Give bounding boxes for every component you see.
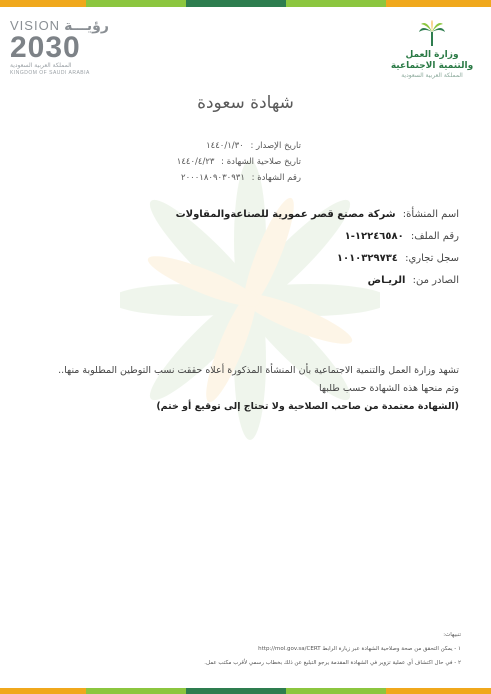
issued-from-value: الريـاض xyxy=(367,275,406,286)
vision-sub-arabic: المملكة العربية السعودية xyxy=(10,62,72,69)
issue-date-value: ١٤٤٠/١/٣٠ xyxy=(206,141,244,151)
top-color-bar xyxy=(0,0,491,7)
entity-row xyxy=(39,204,459,226)
ministry-name-line2: والتنمية الاجتماعية xyxy=(390,61,474,71)
issued-from-row xyxy=(39,270,459,292)
statement-line-1: تشهد وزارة العمل والتنمية الاجتماعية بأن المنشأة المذكورة أعلاه حققت نسب التوطين المطلوبة منها.. xyxy=(58,365,459,376)
note-1: ١ - يمكن التحقق من صحة وصلاحية الشهادة عبر زيارة الرابط http://mol.gov.sa/CERT xyxy=(258,646,461,652)
cr-row xyxy=(39,248,459,270)
vision-word: VISION xyxy=(10,18,61,33)
note-2: ٢ - في حال اكتشاف أي عملية تزوير في الشهادة المقدمة يرجو التبليغ عن ذلك بخطاب رسمي لأقرب مكتب عمل. xyxy=(204,660,461,666)
vision-sub-english: KINGDOM OF SAUDI ARABIA xyxy=(10,70,90,76)
statement-line-3: (الشهادة معتمدة من صاحب الصلاحية ولا تحتاج إلى توقيع أو ختم) xyxy=(156,401,459,412)
bottom-color-bar xyxy=(0,688,491,694)
issued-from-label: الصادر من: xyxy=(412,275,459,286)
ministry-logo xyxy=(387,20,477,80)
statement-line-2: وتم منحها هذه الشهادة حسب طلبها xyxy=(319,383,459,394)
certificate-statement xyxy=(29,362,459,416)
vision-year: 2030 xyxy=(10,31,81,64)
cr-label: سجل تجاري: xyxy=(405,253,459,264)
certificate-title: شهادة سعودة xyxy=(197,93,294,113)
notes-section xyxy=(21,628,461,670)
cr-value: ١٠١٠٣٢٩٧٣٤ xyxy=(336,253,398,264)
ministry-country: المملكة العربية السعودية xyxy=(401,72,463,79)
validity-row xyxy=(177,154,301,170)
file-value: ١٢٢٤٦٥٨٠-١ xyxy=(344,231,404,242)
issue-date-label: تاريخ الإصدار : xyxy=(250,141,301,151)
cert-number-row xyxy=(177,170,301,186)
entity-value: شركة مصنع قصر عمورية للصناعةوالمقاولات xyxy=(175,209,396,220)
vision-2030-logo xyxy=(10,18,109,82)
issue-date-row xyxy=(177,138,301,154)
cert-number-label: رقم الشهادة : xyxy=(251,173,301,183)
ministry-name-line1: وزارة العمل xyxy=(405,50,459,60)
file-label: رقم الملف: xyxy=(410,231,459,242)
file-row xyxy=(39,226,459,248)
cert-number-value: ٢٠٠٠١٨٠٩٠٣٠٩٣١ xyxy=(181,173,245,183)
entity-label: اسم المنشأة: xyxy=(402,209,459,220)
entity-details xyxy=(39,204,459,292)
certificate-meta xyxy=(177,138,301,186)
validity-value: ١٤٤٠/٤/٢٣ xyxy=(176,157,215,167)
notes-heading: تنبيهات: xyxy=(443,632,461,638)
palm-emblem-icon xyxy=(417,20,447,48)
validity-label: تاريخ صلاحية الشهادة : xyxy=(221,157,301,167)
vision-arabic: رؤيـــة xyxy=(64,18,109,34)
